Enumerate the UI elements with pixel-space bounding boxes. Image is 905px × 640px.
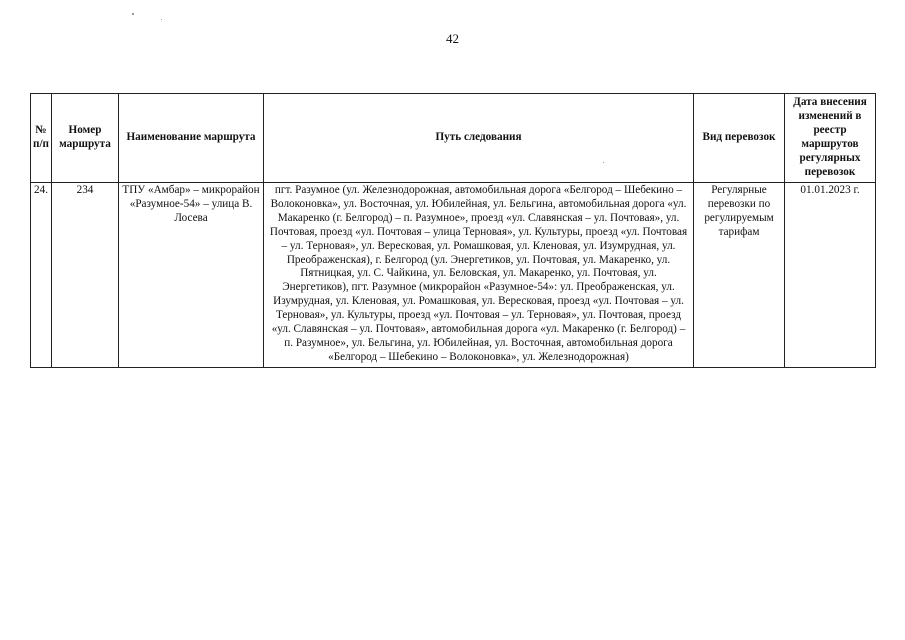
table-header-row [31,94,876,183]
header-route-number: Номер маршрута [52,94,119,183]
scan-speck [161,19,162,20]
header-num: № п/п [31,94,52,183]
table-row [31,183,876,368]
cell-transport-type: Регулярные перевозки по регулируемым тарифам [694,183,785,368]
cell-route-number: 234 [52,183,119,368]
page-number: 42 [446,31,459,46]
header-path: Путь следования [264,94,694,183]
header-transport-type: Вид перевозок [694,94,785,183]
cell-path: пгт. Разумное (ул. Железнодорожная, автомобильная дорога «Белгород – Шебекино – Волоконовка», ул. Восточная, ул. Юбилейная, ул. Бельгина, автомобильная дорога «ул. Макаренко (г. Белгород) – п. Разумное», проезд «ул. Славянская – ул. Почтовая», ул. Почтовая, проезд «ул. Почтовая – улица Терновая», ул. Культуры, проезд «ул. Почтовая – ул. Терновая», ул. Вересковая, ул. Ромашковая, ул. Кленовая, ул. Изумрудная, ул. Преображенская), г. Белгород (ул. Энергетиков, ул. Почтовая, ул. Макаренко, ул. Пятницкая, ул. С. Чайкина, ул. Беловская, ул. Макаренко, ул. Почтовая, ул. Энергетиков), пгт. Разумное (микрорайон «Разумное-54»: ул. Преображенская, ул. Изумрудная, ул. Кленовая, ул. Ромашковая, ул. Вересковая, проезд «ул. Почтовая – ул. Терновая», ул. Культуры, проезд «ул. Почтовая – ул. Терновая», ул. Почтовая, проезд «ул. Славянская – ул. Почтовая», автомобильная дорога «ул. Макаренко (г. Белгород) – п. Разумное», ул. Бельгина, ул. Юбилейная, ул. Восточная, автомобильная дорога «Белгород – Шебекино – Волоконовка», ул. Железнодорожная) [264,183,694,368]
header-route-name: Наименование маршрута [119,94,264,183]
route-registry-table [30,93,876,368]
header-change-date: Дата внесения изменений в реестр маршрутов регулярных перевозок [785,94,876,183]
cell-route-name: ТПУ «Амбар» – микрорайон «Разумное-54» – улица В. Лосева [119,183,264,368]
cell-change-date: 01.01.2023 г. [785,183,876,368]
scan-speck [132,13,134,15]
cell-num: 24. [31,183,52,368]
